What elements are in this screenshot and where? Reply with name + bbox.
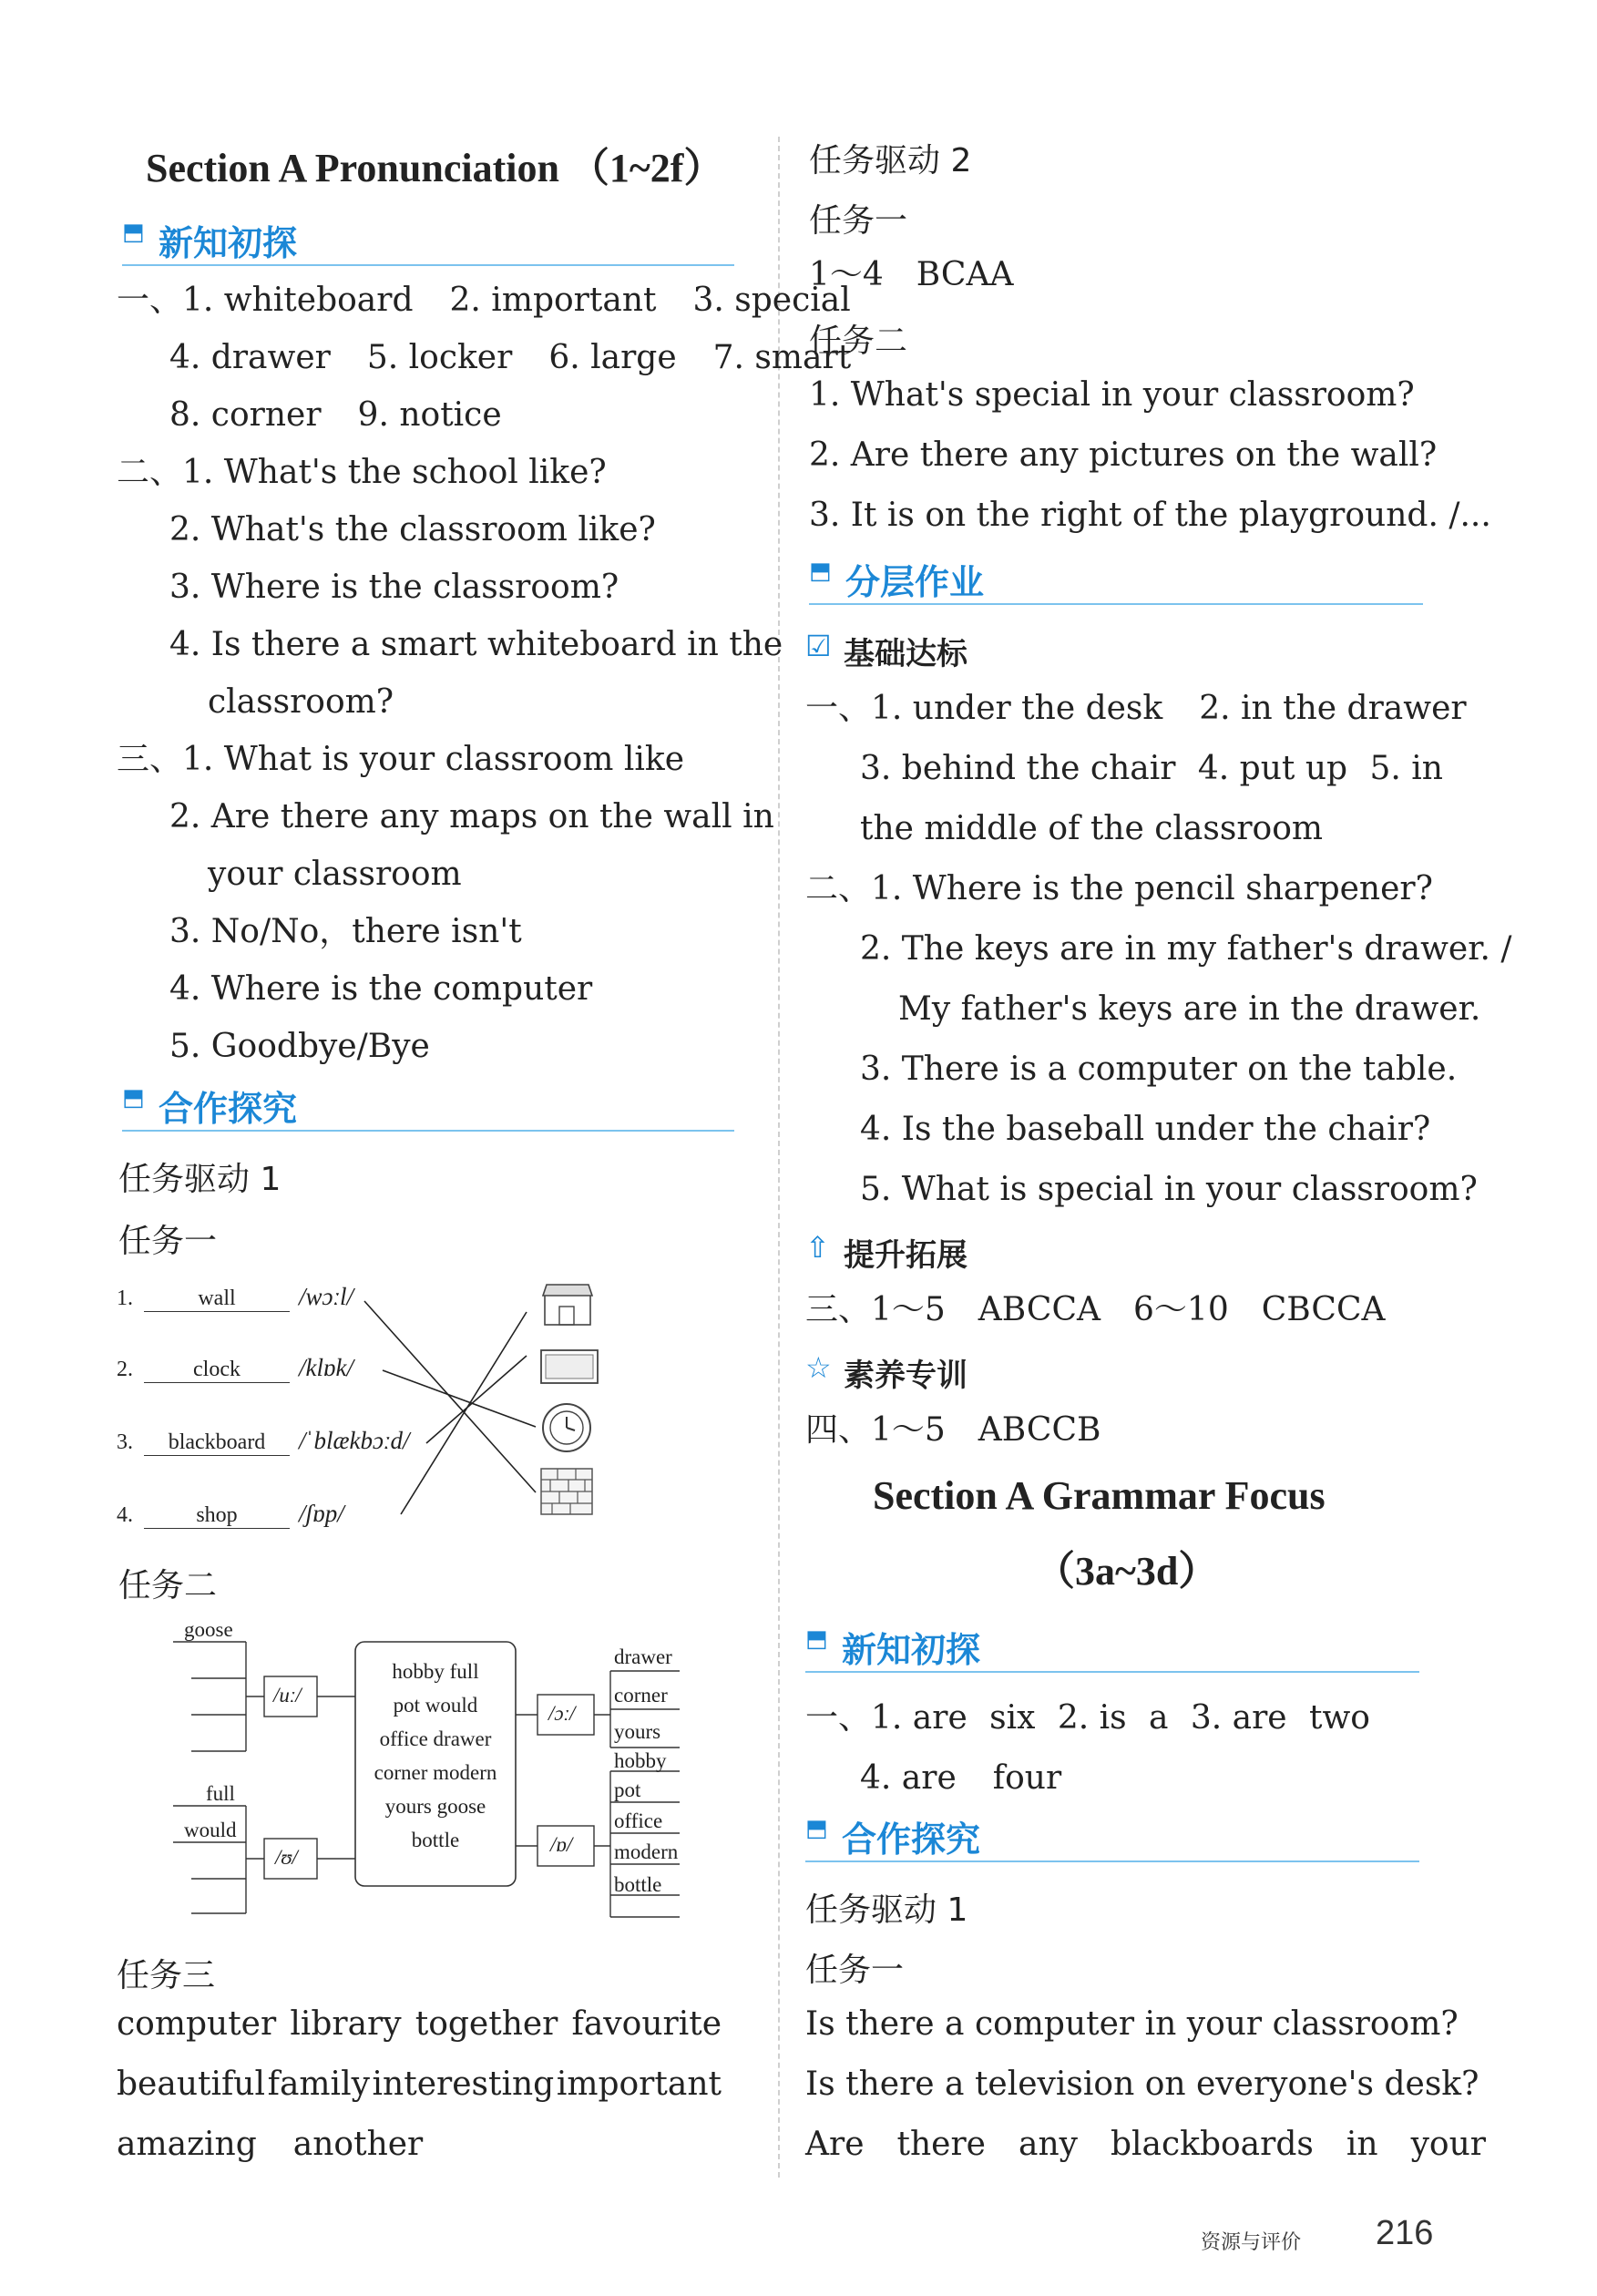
diagram-word: hobby bbox=[614, 1749, 667, 1772]
answer-line bbox=[208, 855, 462, 895]
match-phonetic: /klɒk/ bbox=[299, 1354, 353, 1381]
answer-line bbox=[805, 1698, 1370, 1738]
answer-line bbox=[169, 969, 592, 1010]
diagram-word: drawer bbox=[614, 1645, 672, 1668]
match-line bbox=[383, 1370, 536, 1427]
task1-answer: 1～4 BCAA bbox=[809, 256, 1014, 293]
task-drive-2: 任务驱动 2 bbox=[809, 142, 972, 179]
task-drive-1-right: 任务驱动 1 bbox=[805, 1891, 968, 1929]
word: important bbox=[556, 2065, 722, 2103]
answer-line: Are there any blackboards in your bbox=[805, 2126, 1486, 2163]
answer-segment: 5. Goodbye/Bye bbox=[169, 1028, 430, 1065]
answer-segment: 3. Where is the classroom? bbox=[169, 569, 619, 606]
answer-line bbox=[860, 1758, 1061, 1799]
page-number: 216 bbox=[1376, 2214, 1434, 2252]
section-heading-fenceng bbox=[809, 554, 1423, 605]
task-drive-1: 任务驱动 1 bbox=[118, 1161, 282, 1198]
answer-segment: 9. notice bbox=[357, 396, 502, 434]
answer-segment: 三、1. What is your classroom like bbox=[117, 741, 685, 778]
answer-line bbox=[860, 929, 1511, 969]
answer-line bbox=[169, 1027, 430, 1067]
answer-segment: 一、1. under the desk bbox=[805, 690, 1163, 727]
answer-line bbox=[169, 568, 619, 608]
word: favourite bbox=[571, 2005, 722, 2043]
arrow-up-icon: ⇧ bbox=[805, 1230, 830, 1265]
match-num: 1. bbox=[117, 1286, 133, 1310]
answer-segment: 7. smart bbox=[712, 339, 852, 376]
answer-line bbox=[898, 989, 1480, 1030]
phoneme-label: /ɔː/ bbox=[548, 1702, 576, 1725]
heading-text: 新知初探 bbox=[159, 223, 298, 263]
answer-segment: six bbox=[989, 1699, 1036, 1737]
answer-segment: two bbox=[1308, 1699, 1370, 1737]
center-line: hobby full bbox=[392, 1660, 479, 1683]
answer-line bbox=[860, 1050, 1457, 1090]
match-answer: blackboard bbox=[144, 1430, 290, 1456]
answer-line bbox=[860, 1170, 1478, 1210]
task-1-label: 任务一 bbox=[118, 1223, 218, 1260]
answer-line bbox=[208, 682, 394, 723]
answer-line bbox=[169, 510, 656, 550]
answer-segment: 5. What is special in your classroom? bbox=[860, 1171, 1478, 1208]
word: interesting bbox=[372, 2065, 555, 2103]
phoneme-label: /uː/ bbox=[273, 1684, 302, 1707]
bookmark-icon: ⬒ bbox=[805, 1815, 828, 1842]
star-icon: ☆ bbox=[805, 1350, 832, 1385]
bookmark-icon: ⬒ bbox=[805, 1625, 828, 1653]
answer-line bbox=[169, 395, 502, 436]
checklist-icon: ☑ bbox=[805, 629, 832, 663]
answer-segment: four bbox=[992, 1759, 1062, 1797]
answer-line bbox=[117, 740, 684, 780]
diagram-center-words bbox=[355, 1655, 516, 1857]
answer-segment: 6. large bbox=[548, 339, 677, 376]
diagram-word: pot bbox=[614, 1778, 641, 1801]
phoneme-label: /ʊ/ bbox=[275, 1846, 298, 1869]
answer-segment: 4. are bbox=[860, 1759, 957, 1797]
match-phonetic: /wɔːl/ bbox=[299, 1283, 353, 1310]
answer-segment: 3. behind the chair bbox=[860, 750, 1176, 787]
center-line: yours goose bbox=[384, 1795, 486, 1818]
center-line: corner modern bbox=[374, 1761, 497, 1784]
answer-segment: 2. important bbox=[449, 282, 657, 319]
task-3-label: 任务三 bbox=[117, 1957, 216, 1994]
answer-segment: classroom? bbox=[208, 683, 394, 721]
answer-segment: the middle of the classroom bbox=[860, 810, 1324, 847]
wall-picture bbox=[541, 1469, 592, 1514]
word: computer bbox=[117, 2005, 277, 2043]
match-answer: clock bbox=[144, 1358, 290, 1383]
answer-line: Is there a television on everyone's desk? bbox=[805, 2065, 1479, 2103]
section-heading-xinzhi2 bbox=[805, 1622, 1419, 1673]
answer-line bbox=[117, 453, 607, 493]
section-title: Section A Pronunciation （1~2f） bbox=[146, 146, 724, 190]
answer-line bbox=[860, 749, 1443, 789]
match-phonetic: /ʃɒp/ bbox=[299, 1500, 344, 1527]
word: library bbox=[290, 2005, 402, 2043]
diagram-word: full bbox=[206, 1782, 235, 1805]
word: amazing bbox=[117, 2126, 257, 2163]
task-2-label-right: 任务二 bbox=[809, 323, 908, 360]
answer-segment: 2. in the drawer bbox=[1199, 690, 1467, 727]
bookmark-icon: ⬒ bbox=[122, 1084, 145, 1112]
diagram-word: modern bbox=[614, 1840, 679, 1863]
answer-line bbox=[805, 689, 1467, 729]
bookmark-icon: ⬒ bbox=[122, 219, 145, 246]
tisheng-heading: 提升拓展 bbox=[844, 1237, 967, 1274]
tisheng-answer: 三、1～5 ABCCA 6～10 CBCCA bbox=[805, 1291, 1386, 1328]
column-divider bbox=[778, 137, 780, 2178]
match-num: 3. bbox=[117, 1430, 133, 1454]
answer-line bbox=[860, 1110, 1430, 1150]
diagram-word: office bbox=[614, 1809, 663, 1832]
answer-segment: 3. are bbox=[1190, 1699, 1287, 1737]
answer-line bbox=[805, 869, 1433, 909]
answer-line bbox=[860, 809, 1323, 849]
word: beautiful bbox=[117, 2065, 266, 2103]
diagram-word: bottle bbox=[614, 1873, 662, 1896]
answer-segment: a bbox=[1148, 1699, 1169, 1737]
heading-text: 分层作业 bbox=[845, 562, 985, 602]
center-line: pot would bbox=[393, 1694, 478, 1717]
answer-line: 1. What's special in your classroom? bbox=[809, 376, 1415, 414]
answer-line bbox=[117, 281, 851, 321]
footer-label: 资源与评价 bbox=[1201, 2231, 1302, 2254]
diagram-word: goose bbox=[184, 1618, 233, 1641]
match-phonetic: /ˈblækbɔːd/ bbox=[299, 1427, 410, 1454]
jichu-heading: 基础达标 bbox=[844, 636, 967, 672]
center-line: office drawer bbox=[379, 1727, 492, 1750]
answer-segment: 4. put up bbox=[1197, 750, 1348, 787]
answer-segment: 4. Where is the computer bbox=[169, 970, 593, 1008]
heading-text: 合作探究 bbox=[159, 1089, 298, 1129]
answer-segment: 2. is bbox=[1057, 1699, 1127, 1737]
word: another bbox=[292, 2126, 424, 2163]
answer-segment: 3. No/No，there isn't bbox=[169, 913, 522, 950]
heading-text: 合作探究 bbox=[842, 1819, 981, 1860]
answer-segment: 5. in bbox=[1369, 750, 1443, 787]
answer-segment: 4. Is the baseball under the chair? bbox=[860, 1111, 1431, 1148]
diagram-word: yours bbox=[614, 1720, 661, 1743]
answer-line bbox=[117, 2125, 423, 2165]
answer-segment: My father's keys are in the drawer. bbox=[898, 990, 1481, 1028]
answer-segment: 二、1. Where is the pencil sharpener? bbox=[805, 870, 1433, 907]
answer-line: 2. Are there any pictures on the wall? bbox=[809, 436, 1438, 474]
clock-picture bbox=[543, 1404, 590, 1451]
answer-segment: 4. drawer bbox=[169, 339, 331, 376]
section2-title-line2: （3a~3d） bbox=[1035, 1549, 1219, 1594]
answer-line: 3. It is on the right of the playground. /... bbox=[809, 497, 1491, 534]
match-line bbox=[426, 1356, 527, 1443]
matching-lines bbox=[117, 1276, 627, 1549]
answer-segment: 二、1. What's the school like? bbox=[117, 454, 607, 491]
answer-segment: 8. corner bbox=[169, 396, 322, 434]
suyang-heading: 素养专训 bbox=[844, 1358, 967, 1394]
task-2-label: 任务二 bbox=[118, 1567, 218, 1604]
phonics-diagram bbox=[173, 1618, 720, 1924]
answer-line bbox=[169, 912, 522, 952]
phoneme-label: /ɒ/ bbox=[550, 1833, 573, 1856]
answer-line bbox=[169, 338, 851, 378]
bookmark-icon: ⬒ bbox=[809, 558, 832, 585]
answer-line: Is there a computer in your classroom? bbox=[805, 2005, 1459, 2043]
answer-segment: 2. Are there any maps on the wall in bbox=[169, 798, 774, 835]
word: family bbox=[267, 2065, 370, 2103]
answer-segment: 一、1. whiteboard bbox=[117, 282, 414, 319]
answer-line bbox=[169, 625, 783, 665]
match-answer: wall bbox=[144, 1286, 290, 1312]
answer-line bbox=[169, 797, 774, 837]
task-1-label-right2: 任务一 bbox=[805, 1952, 905, 1989]
answer-segment: 2. What's the classroom like? bbox=[169, 511, 656, 548]
answer-segment: 一、1. are bbox=[805, 1699, 967, 1737]
section-heading-hezuo2 bbox=[805, 1811, 1419, 1862]
match-num: 4. bbox=[117, 1503, 133, 1527]
diagram-word: corner bbox=[614, 1684, 668, 1707]
match-line bbox=[401, 1312, 527, 1514]
section-heading-xinzhi bbox=[122, 215, 734, 266]
match-line bbox=[364, 1301, 536, 1492]
suyang-answer: 四、1～5 ABCCB bbox=[805, 1411, 1101, 1449]
answer-segment: 3. There is a computer on the table. bbox=[860, 1051, 1458, 1088]
answer-segment: your classroom bbox=[208, 856, 462, 893]
answer-segment: 4. Is there a smart whiteboard in the bbox=[169, 626, 783, 663]
blackboard-picture bbox=[541, 1350, 598, 1383]
center-line: bottle bbox=[411, 1829, 460, 1851]
word: together bbox=[415, 2005, 558, 2043]
answer-segment: 3. special bbox=[692, 282, 851, 319]
answer-segment: 5. locker bbox=[366, 339, 513, 376]
section2-title-line1: Section A Grammar Focus bbox=[873, 1473, 1326, 1518]
match-answer: shop bbox=[144, 1503, 290, 1529]
shop-picture bbox=[543, 1285, 592, 1325]
section-heading-hezuo bbox=[122, 1081, 734, 1132]
task-1-label-right: 任务一 bbox=[809, 202, 908, 240]
heading-text: 新知初探 bbox=[842, 1630, 981, 1670]
diagram-word: would bbox=[184, 1819, 237, 1841]
match-num: 2. bbox=[117, 1358, 133, 1381]
answer-line bbox=[117, 2004, 722, 2045]
answer-line bbox=[117, 2065, 722, 2105]
answer-segment: 2. The keys are in my father's drawer. / bbox=[860, 930, 1512, 968]
matching-exercise bbox=[117, 1276, 627, 1540]
